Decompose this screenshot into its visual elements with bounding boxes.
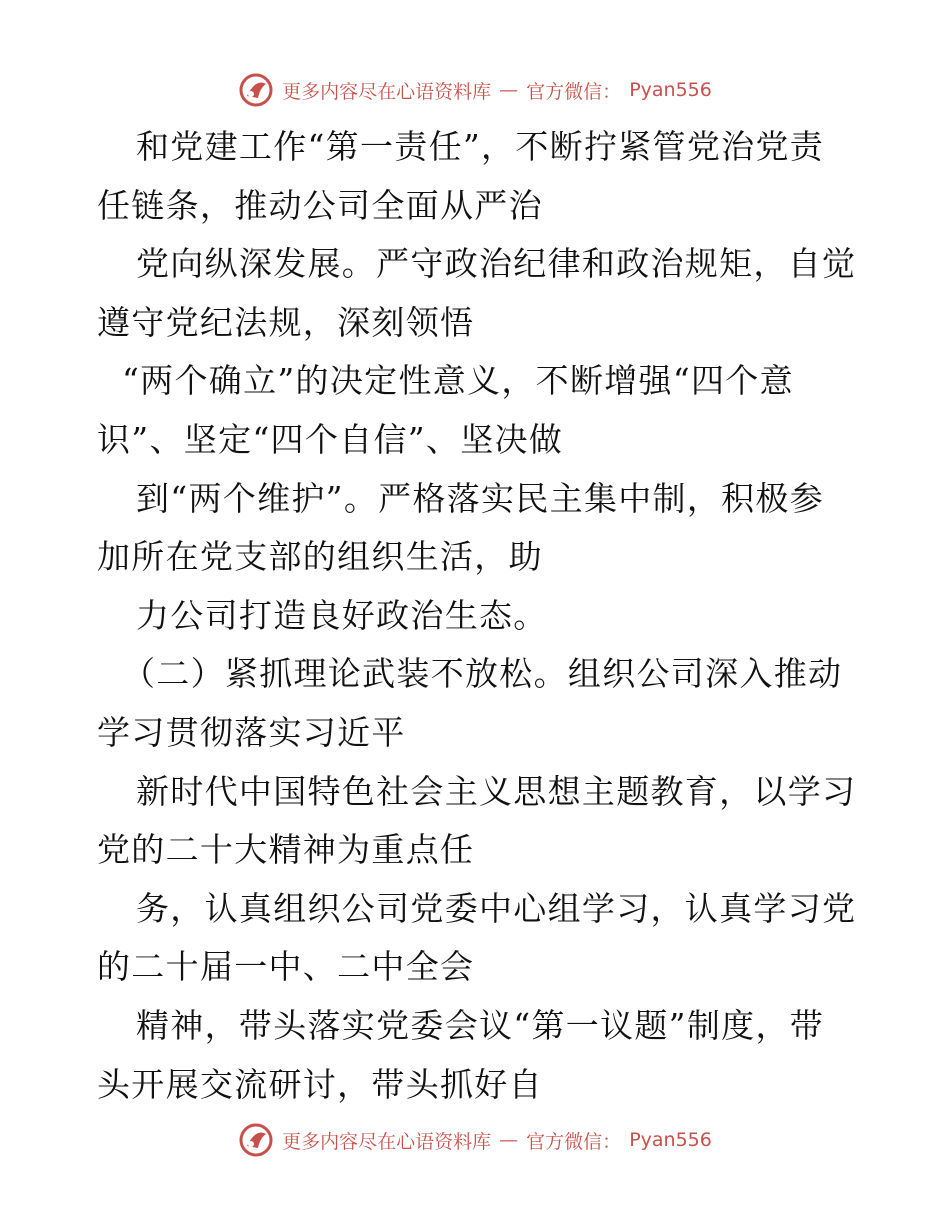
watermark-separator: —: [499, 1129, 519, 1151]
text-line: 党向纵深发展。严守政治纪律和政治规矩，自觉: [136, 244, 857, 284]
footer-watermark: [0, 1120, 950, 1160]
text-line: （二）紧抓理论武装不放松。组织公司深入推动: [122, 654, 843, 694]
text-line: 加所在党支部的组织生活，助: [97, 537, 543, 577]
text-line: 务，认真组织公司党委中心组学习，认真学习党: [136, 888, 857, 928]
document-body: [97, 118, 857, 1114]
text-line: 学习贯彻落实习近平: [97, 712, 406, 752]
text-line: 和党建工作“第一责任”，不断拧紧管党治党责: [136, 127, 825, 166]
text-line: 识”、坚定“四个自信”、坚决做: [97, 419, 564, 459]
seal-logo-icon: [238, 72, 274, 108]
text-line: 头开展交流研讨，带头抓好自: [97, 1064, 543, 1104]
watermark-wechat-id: Pyan556: [629, 79, 712, 101]
watermark-separator: —: [499, 79, 519, 101]
text-line: “两个确立”的决定性意义，不断增强“四个意: [122, 361, 794, 401]
text-line: 的二十届一中、二中全会: [97, 947, 475, 987]
text-line: 任链条，推动公司全面从严治: [97, 185, 543, 225]
watermark-main-text: 更多内容尽在心语资料库: [282, 80, 492, 103]
text-line: 到“两个维护”。严格落实民主集中制，积极参: [136, 478, 825, 518]
text-line: 党的二十大精神为重点任: [97, 830, 475, 870]
text-line: 遵守党纪法规，深刻领悟: [97, 302, 475, 342]
watermark-wechat-id: Pyan556: [629, 1129, 712, 1151]
seal-logo-icon: [238, 1122, 274, 1158]
text-line: 精神，带头落实党委会议“第一议题”制度，带: [136, 1005, 825, 1045]
watermark-main-text: 更多内容尽在心语资料库: [282, 1130, 492, 1153]
watermark-official-label: 官方微信：: [526, 1130, 622, 1153]
text-line: 力公司打造良好政治生态。: [136, 595, 548, 635]
text-line: 新时代中国特色社会主义思想主题教育，以学习: [136, 771, 857, 811]
header-watermark: [0, 70, 950, 110]
watermark-official-label: 官方微信：: [526, 80, 622, 103]
